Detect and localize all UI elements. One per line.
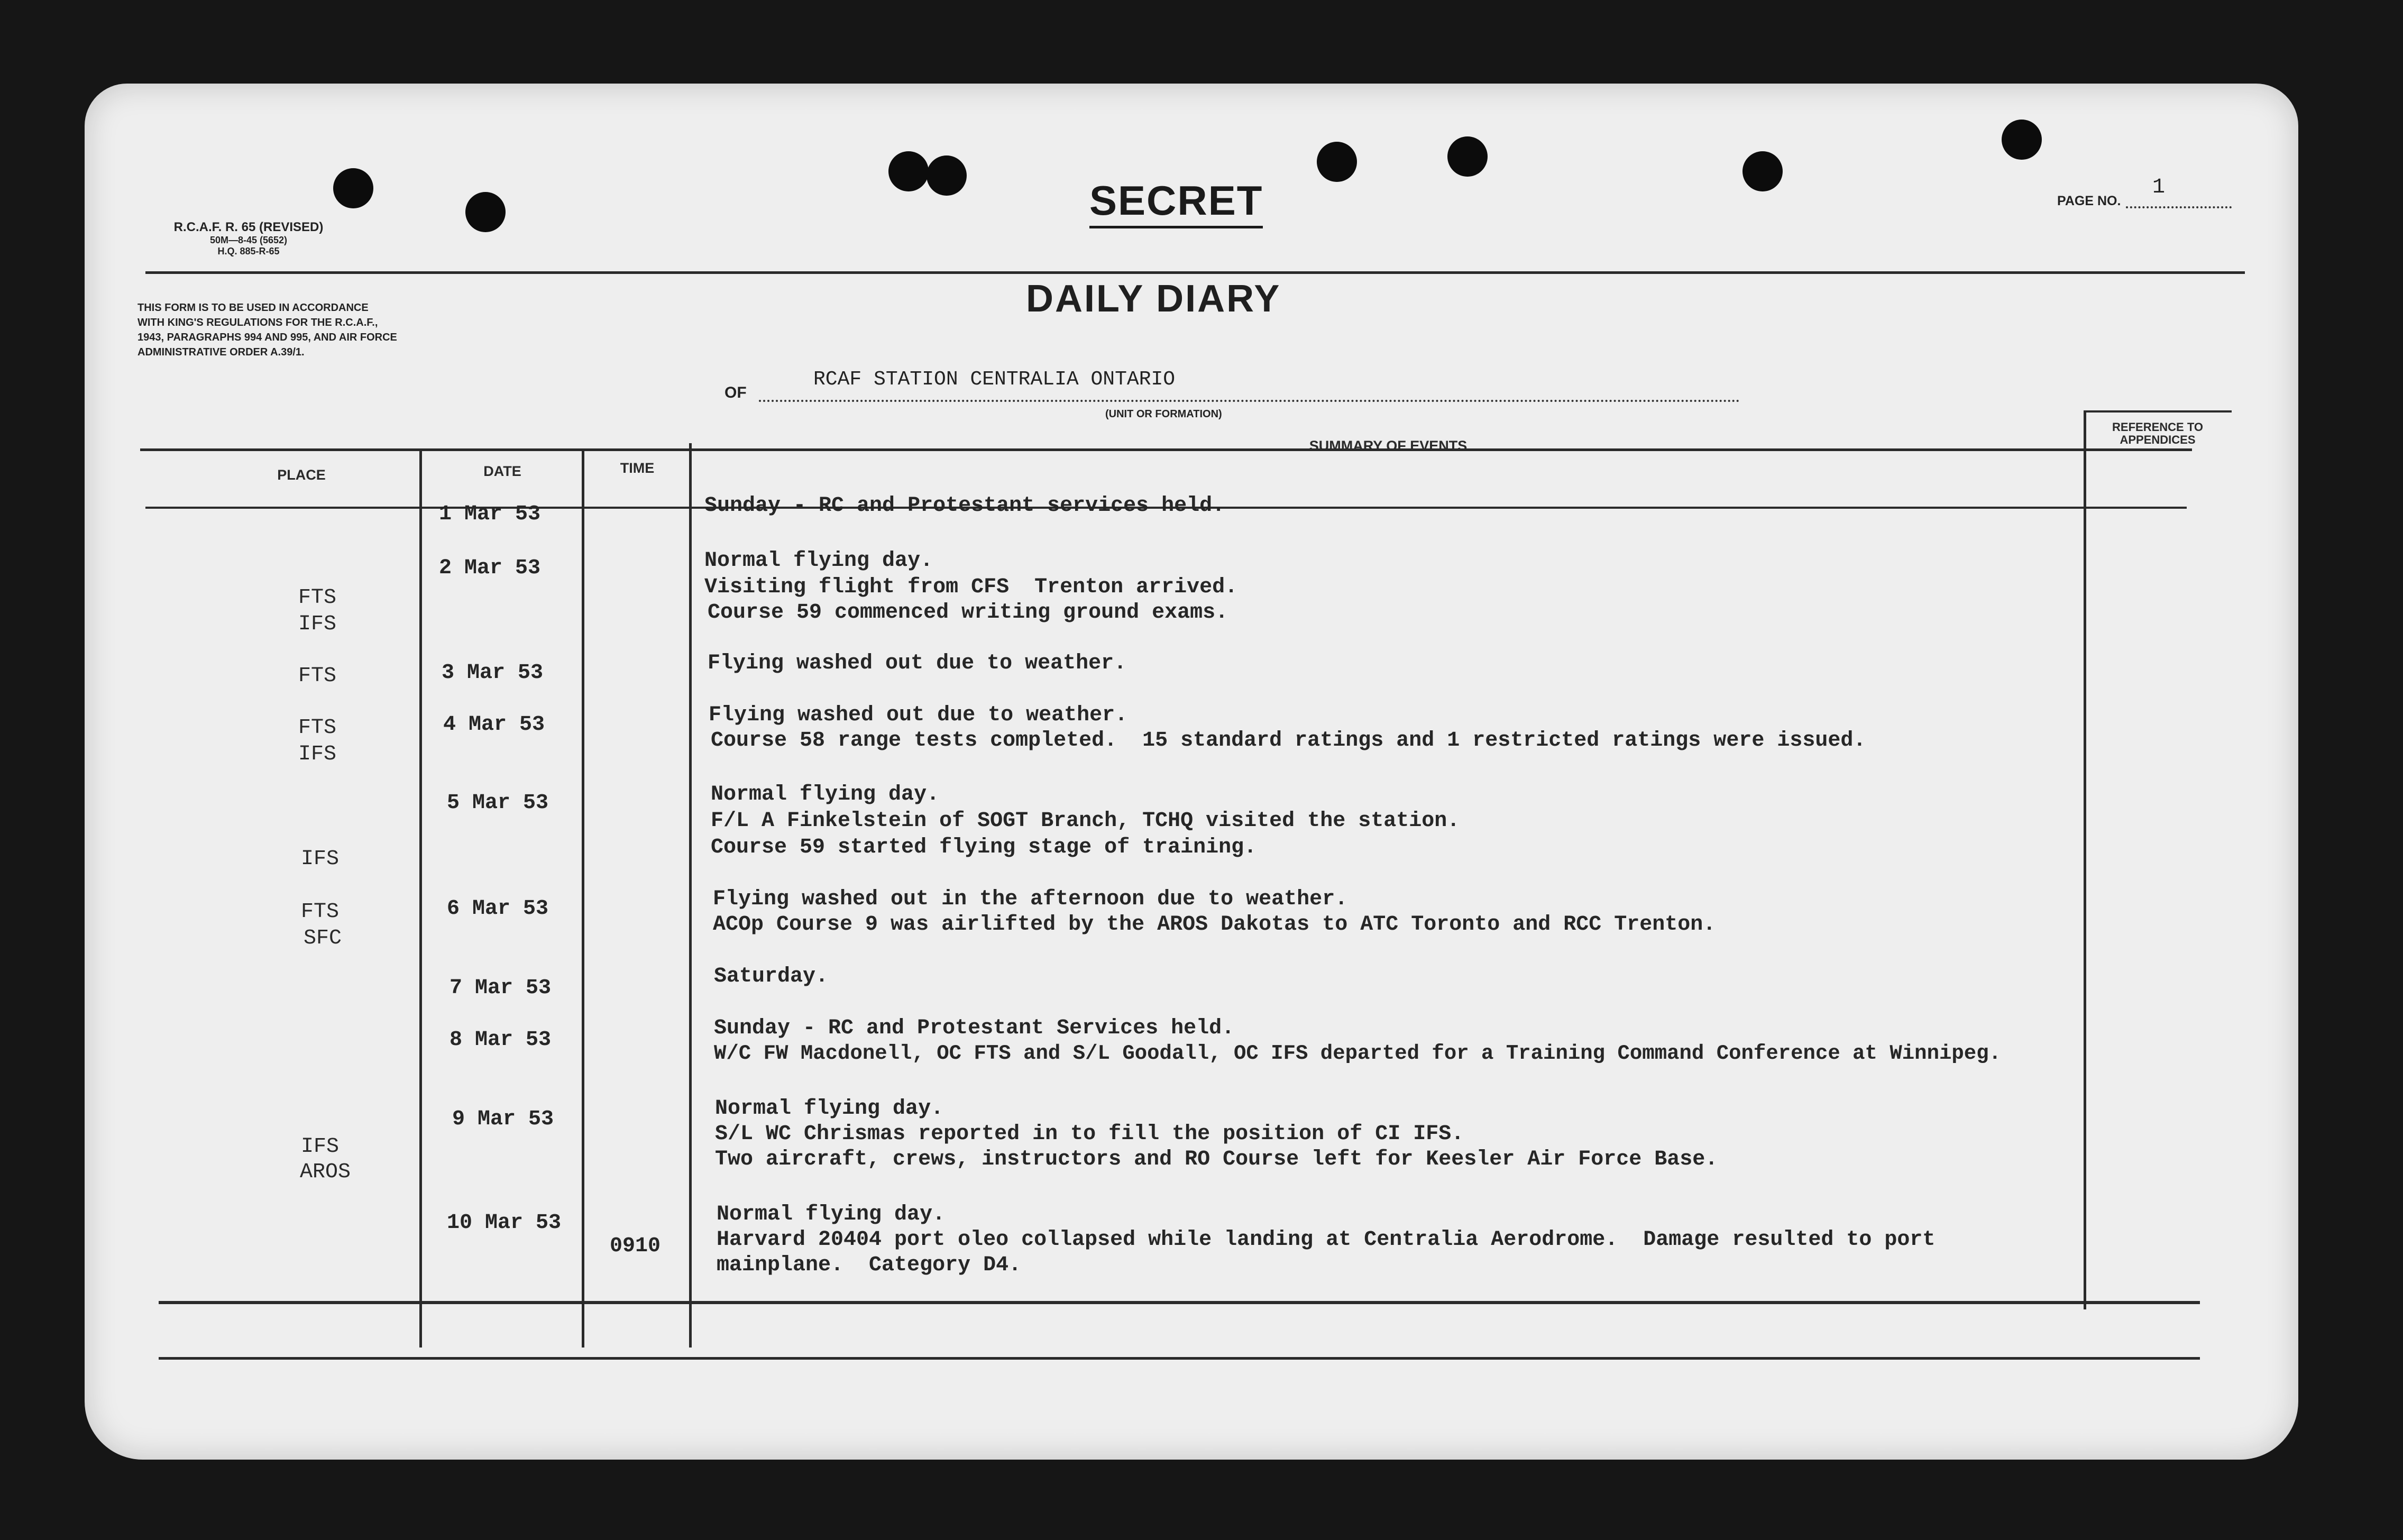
page-number-value: 1 [2152,176,2166,199]
entry-line: mainplane. Category D4. [717,1253,1022,1277]
form-footer-rule [159,1357,2200,1360]
entry-date: 2 Mar 53 [439,556,541,580]
column-header-summary: SUMMARY OF EVENTS [1309,438,1468,454]
entry-line: Flying washed out in the afternoon due to weather. [713,887,1348,911]
punch-hole [465,192,506,232]
entry-date: 1 Mar 53 [439,502,541,526]
entry-date: 4 Mar 53 [443,713,545,737]
punch-hole [1317,142,1357,182]
column-header-time: TIME [620,460,655,476]
entry-date: 3 Mar 53 [442,661,544,685]
reference-header-rule [2084,410,2232,412]
entry-date: 5 Mar 53 [447,791,549,815]
form-id-line: 50M—8-45 (5652) [209,235,288,245]
unit-caption: (UNIT OR FORMATION) [1105,408,1222,420]
instruction-line: THIS FORM IS TO BE USED IN ACCORDANCE [137,302,369,314]
classification-stamp [1089,177,1263,228]
diary-form-card [85,84,2298,1460]
entry-date: 10 Mar 53 [447,1211,562,1235]
instruction-line: WITH KING'S REGULATIONS FOR THE R.C.A.F., [137,317,378,328]
entry-line: ACOp Course 9 was airlifted by the AROS Dakotas to ATC Toronto and RCC Trenton. [713,913,1716,937]
unit-dots [759,400,1740,402]
table-bottom-rule [159,1301,2200,1304]
entry-place: IFS [300,847,339,871]
punch-hole [333,168,373,208]
entry-line: Flying washed out due to weather. [708,652,1127,675]
entry-line: Course 59 started flying stage of training. [711,836,1257,859]
form-title: DAILY DIARY [1026,278,1281,320]
entry-place: FTS [298,664,336,688]
instruction-line: ADMINISTRATIVE ORDER A.39/1. [137,346,305,358]
entry-line: Saturday. [714,965,829,988]
punch-hole [888,151,929,191]
entry-place: FTS [300,900,339,924]
reference-header-line: APPENDICES [2120,433,2196,446]
form-instructions [137,300,397,360]
classification-label: SECRET [1089,177,1263,224]
column-divider [419,448,422,1348]
form-identifier [148,220,349,257]
entry-place: IFS [298,612,336,636]
classification-underline [1089,226,1263,228]
page-number-dots [2126,206,2232,208]
entry-place: IFS [298,742,336,766]
entry-place: AROS [299,1160,351,1184]
column-header-place: PLACE [277,467,326,483]
punch-hole [1447,136,1488,177]
entry-line: Two aircraft, crews, instructors and RO Course left for Keesler Air Force Base. [715,1148,1718,1171]
unit-name: RCAF STATION CENTRALIA ONTARIO [813,368,1176,391]
entry-date: 7 Mar 53 [450,976,552,1000]
entry-line: Sunday - RC and Protestant services held. [704,494,1225,518]
page-number-label: PAGE NO. [2057,194,2121,208]
unit-field [724,363,1740,426]
entry-line: Normal flying day. [704,549,933,573]
punch-hole [2002,120,2042,160]
entry-line: F/L A Finkelstein of SOGT Branch, TCHQ visited the station. [711,809,1460,833]
page-number-field [2057,178,2232,209]
entry-place: SFC [303,927,342,950]
entry-line: Sunday - RC and Protestant Services held. [714,1016,1235,1040]
column-divider [689,443,692,1348]
punch-hole [927,155,967,196]
entry-line: Course 59 commenced writing ground exams. [708,601,1228,625]
column-header-date: DATE [483,463,521,479]
entry-place: IFS [300,1135,339,1159]
entry-time: 0910 [610,1234,661,1258]
instruction-line: 1943, PARAGRAPHS 994 AND 995, AND AIR FORCE [137,332,397,343]
column-divider [2084,410,2086,1309]
entry-date: 6 Mar 53 [447,897,549,921]
entry-line: Normal flying day. [717,1203,946,1226]
form-id-line: R.C.A.F. R. 65 (REVISED) [173,220,324,234]
entry-line: W/C FW Macdonell, OC FTS and S/L Goodall, OC IFS departed for a Training Command Conference at Winnipeg. [714,1042,2001,1065]
entry-line: Course 58 range tests completed. 15 standard ratings and 1 restricted ratings were issued. [711,729,1866,753]
column-divider [582,448,584,1348]
entry-line: Harvard 20404 port oleo collapsed while landing at Centralia Aerodrome. Damage resulted to port [717,1228,1936,1252]
entry-date: 9 Mar 53 [452,1107,554,1131]
column-header-reference [2089,421,2226,446]
punch-hole [1742,151,1783,191]
entry-line: Normal flying day. [711,783,940,806]
entry-line: S/L WC Chrismas reported in to fill the position of CI IFS. [715,1122,1464,1146]
of-label: OF [724,384,747,401]
header-top-rule [145,271,2245,274]
entry-place: FTS [298,586,336,610]
entry-line: Flying washed out due to weather. [709,703,1128,727]
reference-header-line: REFERENCE TO [2112,420,2203,434]
entry-line: Normal flying day. [715,1097,944,1121]
entry-line: Visiting flight from CFS Trenton arrived. [704,575,1238,599]
form-id-line: H.Q. 885-R-65 [217,246,280,256]
entry-date: 8 Mar 53 [450,1028,552,1052]
entry-place: FTS [298,716,336,740]
